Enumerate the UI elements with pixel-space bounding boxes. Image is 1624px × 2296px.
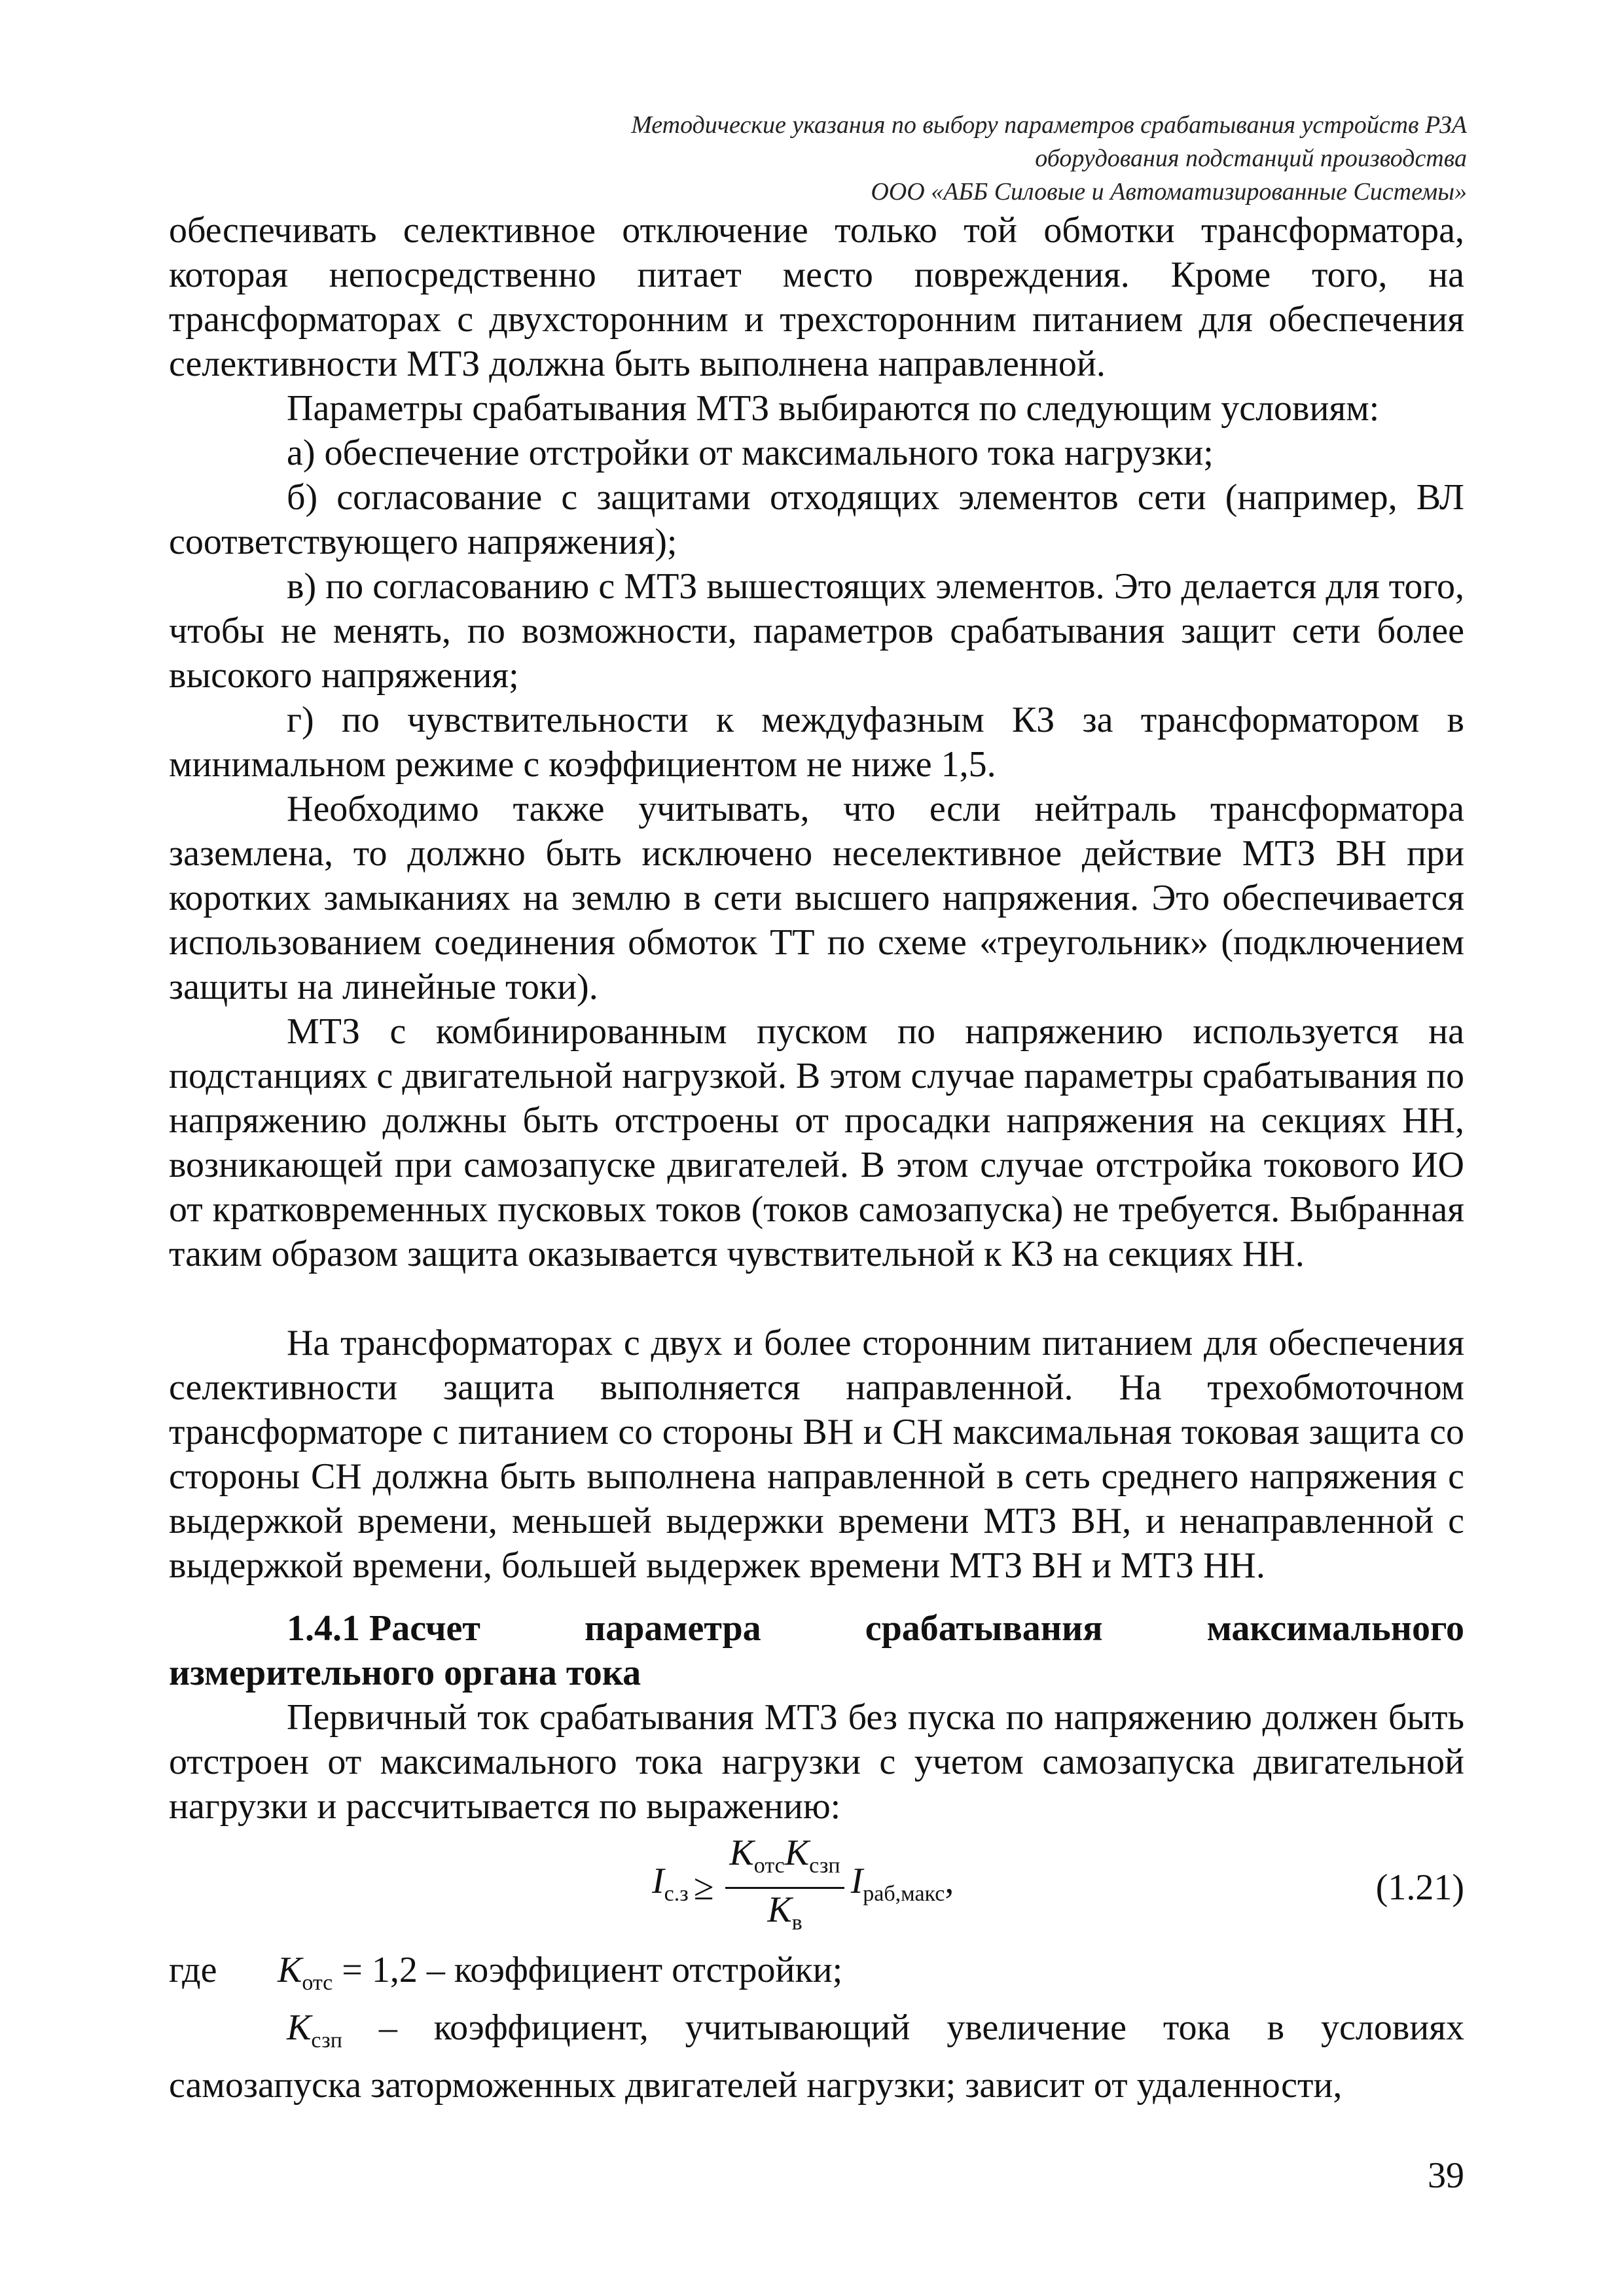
formula-rhs: $I_{раб,макс}$, bbox=[850, 1861, 954, 1906]
paragraph-conditions-intro: Параметры срабатывания МТЗ выбираются по следующим условиям: bbox=[287, 388, 1380, 429]
formula-relation: ≥ bbox=[693, 1867, 714, 1908]
section-number: 1.4.1 bbox=[287, 1608, 360, 1649]
heading-word-3: срабатывания bbox=[865, 1608, 1103, 1649]
list-item-a: а) обеспечение отстройки от максимального тока нагрузки; bbox=[287, 433, 1214, 473]
where-label: где bbox=[169, 1950, 217, 1990]
paragraph-directional: На трансформаторах с двух и более сторонним питанием для обеспечения селективности защита выполняется направленной. На трехобмоточном трансформаторе с питанием со стороны ВН и СН максимальная токовая защита со стороны СН должна быть выполнена направленной в сеть среднего напряжения с выдержкой времени, меньшей выдержки времени МТЗ ВН, и ненаправленной с выдержкой времени, большей выдержек времени МТЗ ВН и МТЗ НН. bbox=[169, 1323, 1464, 1586]
blank-line bbox=[169, 1276, 1464, 1321]
formula-row bbox=[169, 1830, 1464, 1945]
list-item-g: г) по чувствительности к междуфазным КЗ за трансформатором в минимальном режиме с коэффициентом не ниже 1,5. bbox=[169, 700, 1464, 785]
section-heading bbox=[169, 1606, 1464, 1695]
heading-word-4: максимального bbox=[1206, 1608, 1464, 1649]
fraction-denominator: $K_в$ bbox=[767, 1889, 803, 1935]
formula-lhs: $I_{с.з}$ bbox=[652, 1861, 689, 1906]
fraction-numerator: $K_{отс}K_{сзп}$ bbox=[729, 1832, 840, 1878]
paragraph-primary-current: Первичный ток срабатывания МТЗ без пуска по напряжению должен быть отстроен от максимального тока нагрузки с учетом самозапуска двигательной нагрузки и рассчитывается по выражению: bbox=[169, 1697, 1464, 1827]
formula-fraction bbox=[725, 1832, 844, 1944]
header-line-1: Методические указания по выбору параметров срабатывания устройств РЗА bbox=[631, 111, 1467, 139]
page-number: 39 bbox=[1428, 2155, 1464, 2196]
heading-word-2: параметра bbox=[584, 1608, 761, 1649]
heading-word-1: 1.4.1 Расчет bbox=[287, 1608, 480, 1649]
header-line-3: ООО «АББ Силовые и Автоматизированные Системы» bbox=[871, 178, 1467, 206]
where-clause-2: $K_{сзп}$ – коэффициент, учитывающий увеличение тока в условиях самозапуска заторможенных двигателей нагрузки; зависит от удаленности, bbox=[169, 2007, 1464, 2106]
page-body bbox=[169, 208, 1464, 2108]
formula-1-21 bbox=[652, 1830, 954, 1945]
paragraph-continuation: обеспечивать селективное отключение только той обмотки трансформатора, которая непосредственно питает место повреждения. Кроме того, на трансформаторах с двухсторонним и трехсторонним питанием для обеспечения селективности МТЗ должна быть выполнена направленной. bbox=[169, 210, 1464, 384]
heading-line-2: измерительного органа тока bbox=[169, 1653, 641, 1693]
where-clause-1: где $K_{отс} = 1,2$ – коэффициент отстройки; bbox=[169, 1948, 1464, 2005]
header-line-2: оборудования подстанций производства bbox=[1035, 145, 1467, 172]
equation-number: (1.21) bbox=[1375, 1867, 1464, 1908]
list-item-b: б) согласование с защитами отходящих элементов сети (например, ВЛ соответствующего напряжения); bbox=[169, 477, 1464, 562]
list-item-v: в) по согласованию с МТЗ вышестоящих элементов. Это делается для того, чтобы не менять, по возможности, параметров срабатывания защит сети более высокого напряжения; bbox=[169, 566, 1464, 696]
paragraph-combined-start: МТЗ с комбинированным пуском по напряжению используется на подстанциях с двигательной нагрузкой. В этом случае параметры срабатывания по напряжению должны быть отстроены от просадки напряжения на секциях НН, возникающей при самозапуске двигателей. В этом случае отстройка токового ИО от кратковременных пусковых токов (токов самозапуска) не требуется. Выбранная таким образом защита оказывается чувствительной к КЗ на секциях НН. bbox=[169, 1011, 1464, 1274]
paragraph-neutral: Необходимо также учитывать, что если нейтраль трансформатора заземлена, то должно быть исключено неселективное действие МТЗ ВН при коротких замыканиях на землю в сети высшего напряжения. Это обеспечивается использованием соединения обмоток ТТ по схеме «треугольник» (подключением защиты на линейные токи). bbox=[169, 789, 1464, 1007]
running-header bbox=[170, 109, 1467, 209]
